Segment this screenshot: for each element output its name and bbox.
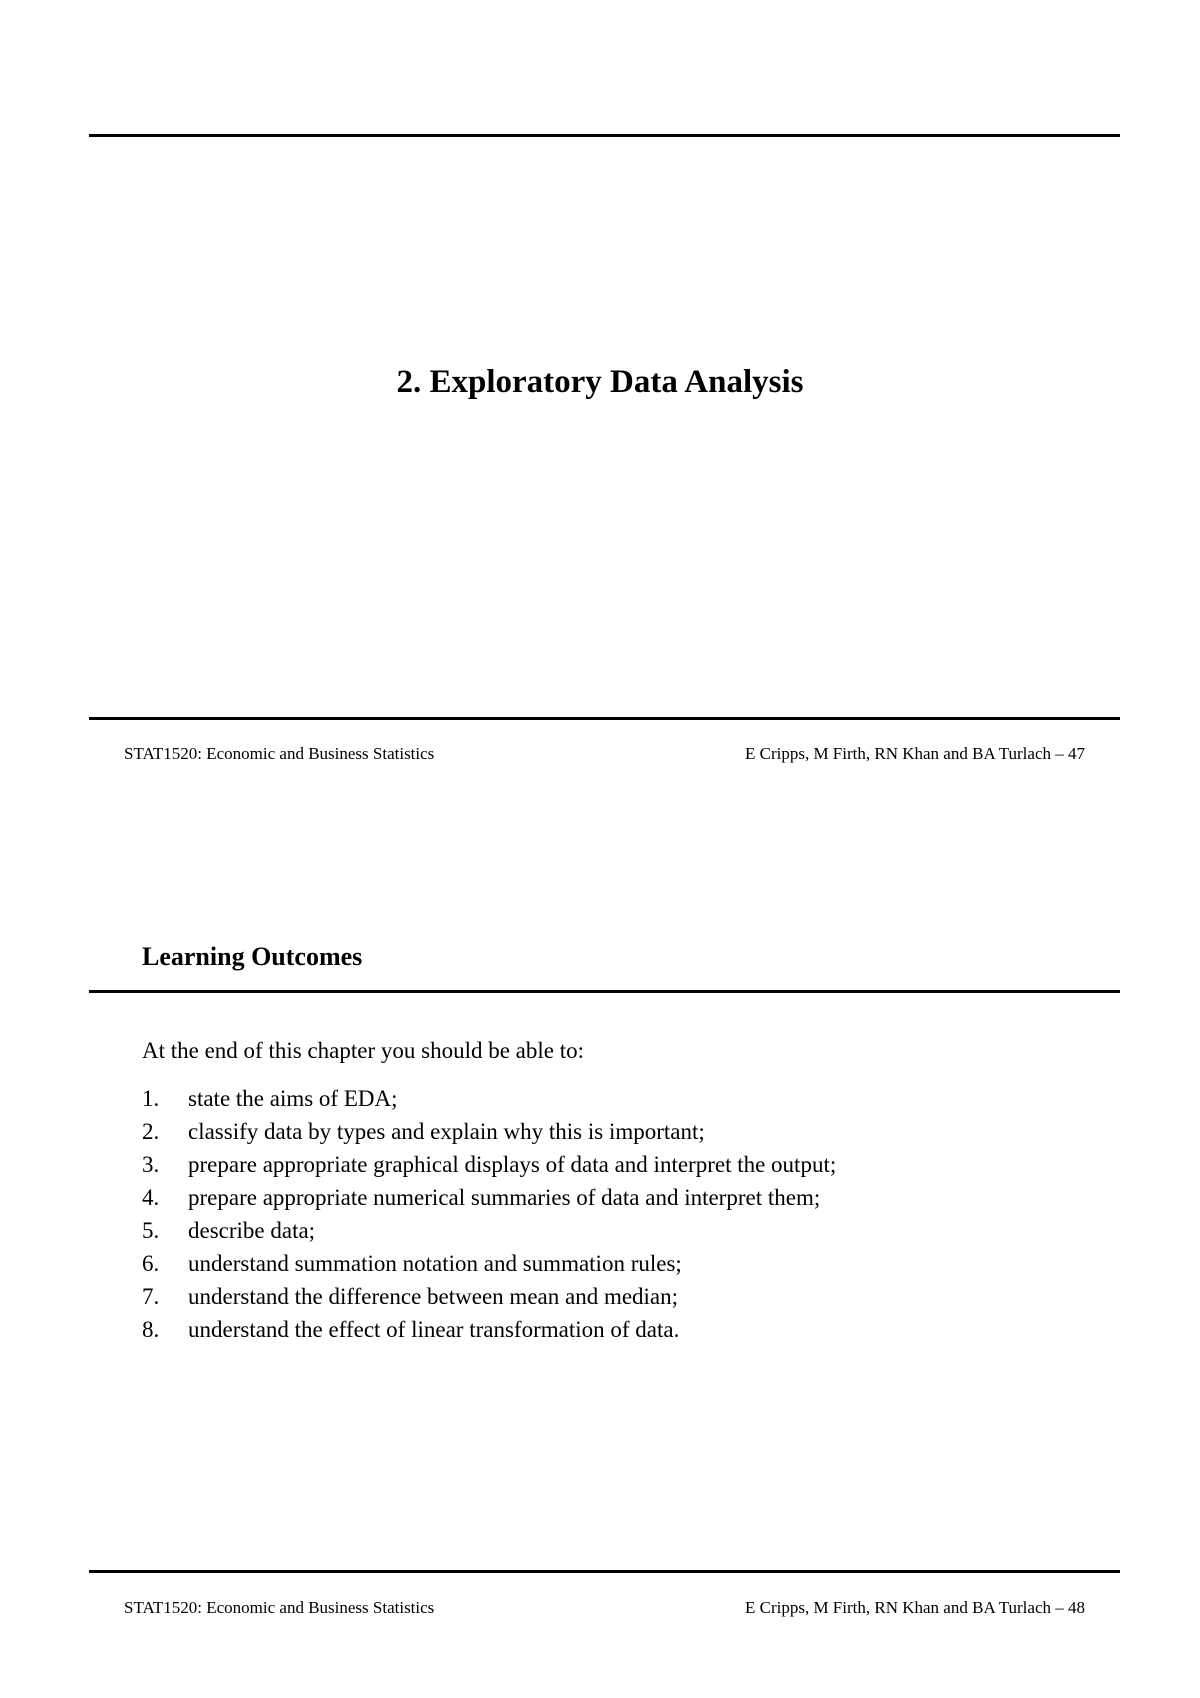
list-item (142, 1214, 836, 1247)
slide-2-heading-rule (89, 990, 1120, 993)
list-item-text: describe data; (188, 1218, 316, 1243)
list-item-number: 7. (142, 1284, 160, 1309)
slide-1-footer-authors-page: E Cripps, M Firth, RN Khan and BA Turlach – 47 (744, 744, 1085, 763)
learning-outcomes-intro: At the end of this chapter you should be able to: (142, 1038, 585, 1063)
list-item-number: 5. (142, 1218, 160, 1243)
list-item-number: 6. (142, 1251, 160, 1276)
learning-outcomes-list (142, 1082, 836, 1346)
list-item-number: 4. (142, 1185, 160, 1210)
list-item-text: understand the difference between mean and median; (188, 1284, 679, 1309)
list-item (142, 1115, 836, 1148)
list-item-number: 2. (142, 1119, 160, 1144)
list-item-text: understand summation notation and summation rules; (188, 1251, 682, 1276)
list-item-number: 3. (142, 1152, 160, 1177)
list-item-number: 8. (142, 1317, 160, 1342)
list-item (142, 1148, 836, 1181)
slide-1-footer-rule (89, 717, 1120, 720)
list-item (142, 1280, 836, 1313)
slide-2-footer-course: STAT1520: Economic and Business Statistics (124, 1598, 435, 1617)
list-item-text: understand the effect of linear transformation of data. (188, 1317, 680, 1342)
list-item (142, 1082, 836, 1115)
list-item-text: classify data by types and explain why this is important; (188, 1119, 705, 1144)
slide-1-top-rule (89, 134, 1120, 137)
list-item-number: 1. (142, 1086, 160, 1111)
slide-2-footer-rule (89, 1570, 1120, 1573)
list-item-text: prepare appropriate graphical displays of data and interpret the output; (188, 1152, 837, 1177)
slide-2-footer-authors-page: E Cripps, M Firth, RN Khan and BA Turlach – 48 (744, 1598, 1085, 1617)
learning-outcomes-heading: Learning Outcomes (142, 942, 363, 971)
list-item-text: prepare appropriate numerical summaries of data and interpret them; (188, 1185, 821, 1210)
chapter-title: 2. Exploratory Data Analysis (396, 364, 804, 400)
slide-1-footer-course: STAT1520: Economic and Business Statistics (124, 744, 435, 763)
list-item-text: state the aims of EDA; (188, 1086, 398, 1111)
list-item (142, 1181, 836, 1214)
list-item (142, 1247, 836, 1280)
list-item (142, 1313, 836, 1346)
